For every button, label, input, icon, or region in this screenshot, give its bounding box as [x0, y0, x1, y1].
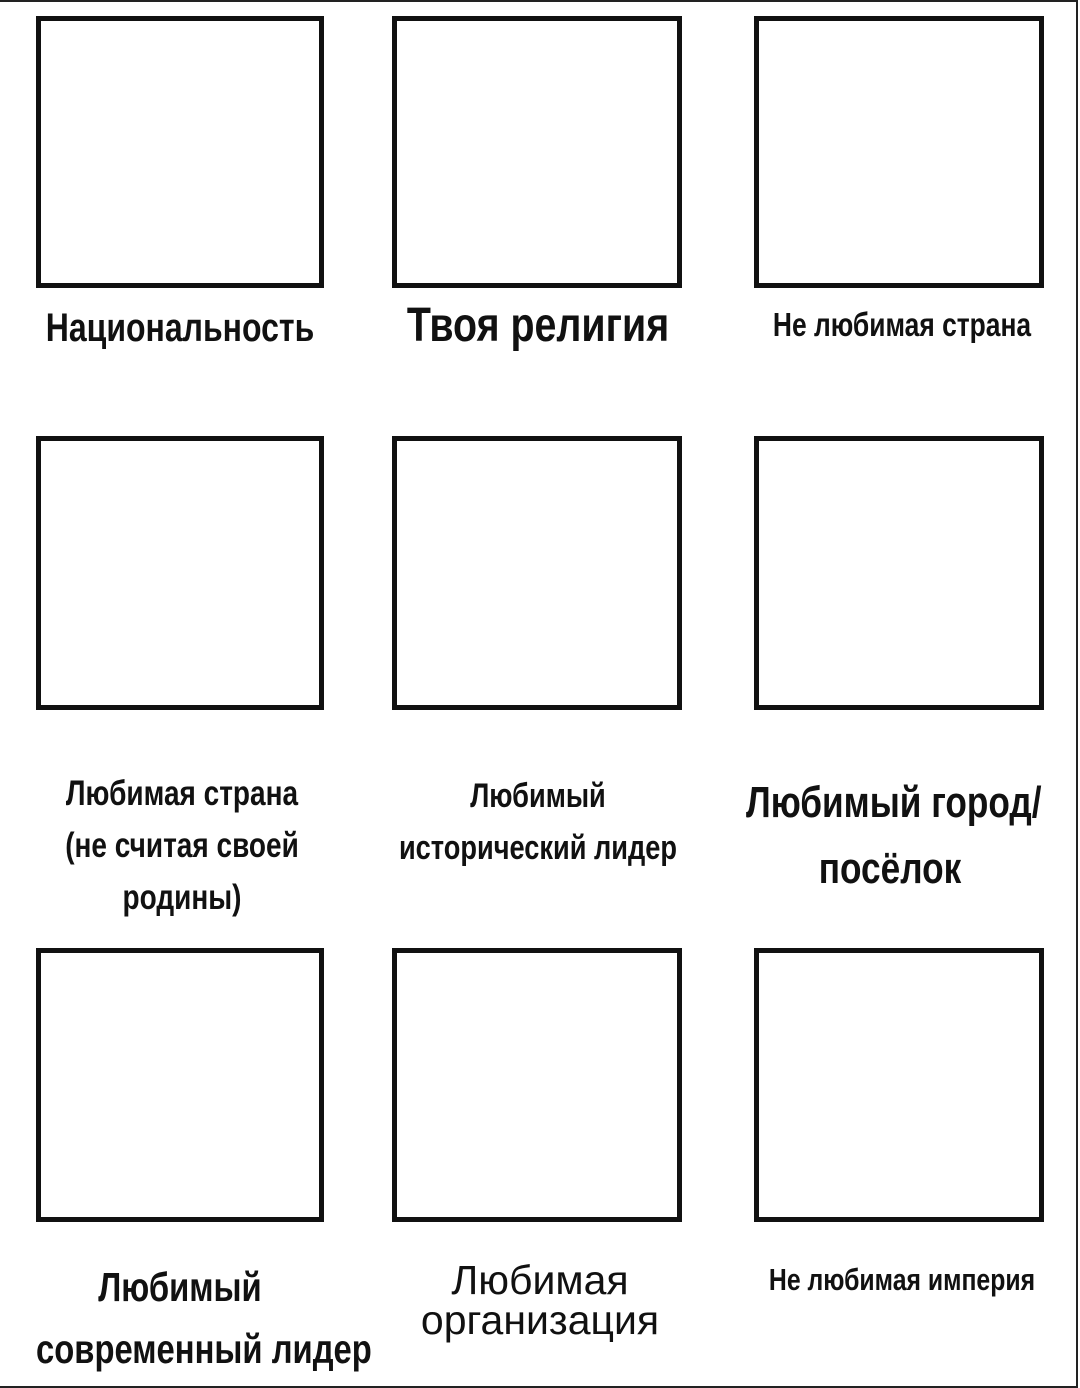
favorite-city-label-line-1: Любимый город/: [746, 778, 1042, 827]
favorite-organization-label-line-2: организация: [420, 1297, 660, 1343]
nationality-box[interactable]: [36, 16, 324, 288]
favorite-historical-leader-label-line-1: Любимый: [470, 777, 606, 815]
disliked-country-label: [760, 306, 1045, 344]
favorite-country-label: [38, 768, 326, 924]
religion-label: [390, 298, 685, 353]
favorite-historical-leader-label: [394, 770, 682, 874]
favorite-organization-label-line-1: Любимая: [451, 1257, 629, 1303]
favorite-city-label-line-2: посёлок: [818, 844, 962, 893]
disliked-country-label-line: Не любимая страна: [772, 306, 1032, 343]
favorite-modern-leader-box[interactable]: [36, 948, 324, 1222]
religion-box[interactable]: [392, 16, 682, 288]
favorite-historical-leader-label-line-2: исторический лидер: [398, 829, 678, 867]
favorite-organization-label: [362, 1257, 718, 1343]
disliked-country-box[interactable]: [754, 16, 1044, 288]
favorite-country-label-line-2: (не считая своей: [65, 826, 299, 865]
religion-label-line: Твоя религия: [406, 299, 670, 352]
favorite-historical-leader-box[interactable]: [392, 436, 682, 710]
disliked-empire-label-line: Не любимая империя: [768, 1262, 1036, 1297]
favorite-country-label-line-3: родины): [122, 878, 242, 917]
disliked-empire-box[interactable]: [754, 948, 1044, 1222]
nationality-label: [36, 306, 324, 351]
favorite-organization-box[interactable]: [392, 948, 682, 1222]
favorite-city-label: [746, 770, 1042, 902]
disliked-empire-label: [760, 1262, 1045, 1298]
favorite-modern-leader-label-line-1: Любимый: [98, 1264, 262, 1310]
favorite-country-label-line-1: Любимая страна: [65, 774, 299, 813]
favorite-modern-leader-label: [36, 1256, 372, 1380]
nationality-label-line: Национальность: [45, 306, 315, 350]
favorite-modern-leader-label-line-2: современный лидер: [36, 1326, 372, 1372]
favorite-country-box[interactable]: [36, 436, 324, 710]
favorite-city-box[interactable]: [754, 436, 1044, 710]
